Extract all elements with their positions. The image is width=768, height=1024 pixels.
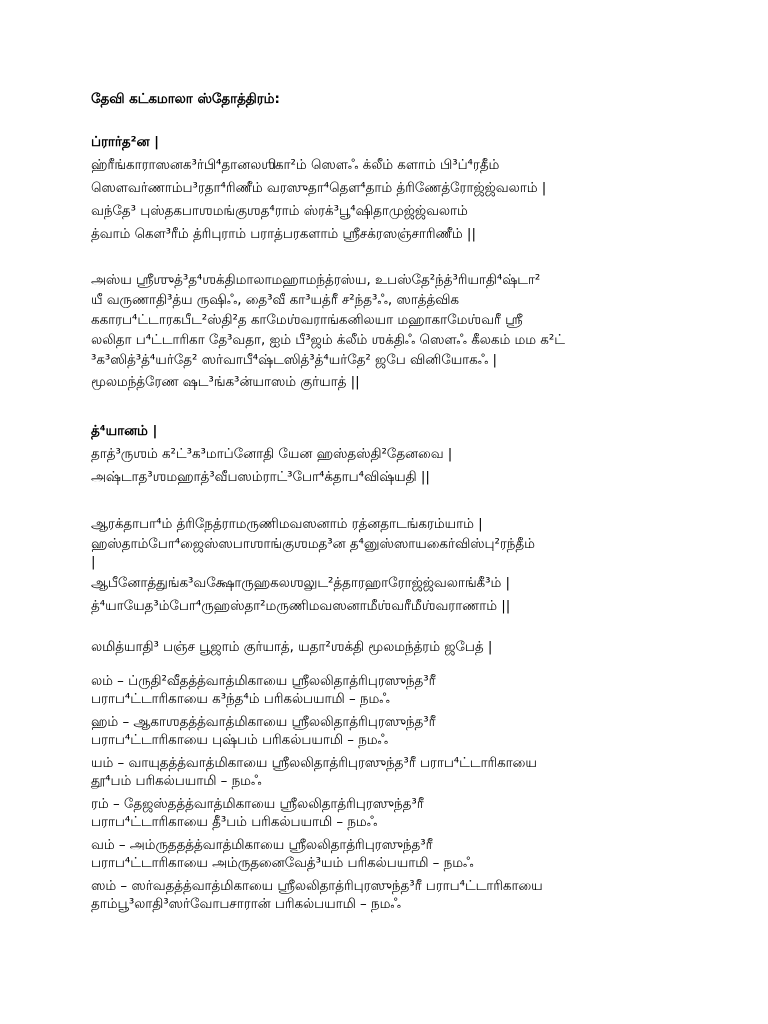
offering-line: வம் – அம்ருததத்த்வாத்மிகாயை ஶ்ரீலலிதாத்ரிபுரஸுந்த³ரீ [91, 838, 433, 853]
section-gap [91, 489, 691, 513]
offerings-list [91, 673, 691, 914]
document-page [91, 88, 691, 914]
verse-line: ஹஸ்தாம்போ⁴ஜைஸ்ஸபாஶாங்குஶமத³ன த⁴னுஸ்ஸாயகைர்விஸ்பு²ரந்தீம் [91, 537, 535, 552]
offering-line: லம் – ப்ருதி²வீதத்த்வாத்மிகாயை ஶ்ரீலலிதாத்ரிபுரஸுந்த³ரீ [91, 674, 436, 689]
dhyanam-line: தாத்³ருஶம் க²ட்³க³மாப்னோதி யேன ஹஸ்தஸ்தி²தேனவை | [91, 447, 453, 462]
offering-item [91, 796, 691, 832]
offering-line: பராப⁴ட்டாரிகாயை அம்ருதனைவேத்³யம் பரிகல்பயாமி – நமஃ [91, 856, 474, 871]
viniyoga-line: ³க³ஸித்³த்⁴யர்தே² ஸர்வாபீ⁴ஷ்டஸித்³த்⁴யர்தே² ஜபே வினியோகஃ | [91, 353, 498, 368]
section-gap [91, 395, 691, 420]
verse-line: ஆபீனோத்துங்க³வக்ஷோருஹகலஶலுட²த்தாரஹாரோஜ்ஜ்வலாங்கீ³ம் | [91, 576, 511, 591]
prarthana-line: த்வாம் கௌ³ரீம் த்ரிபுராம் பராத்பரகளாம் ஶ்ரீசக்ரஸஞ்சாரிணீம் || [91, 227, 476, 242]
section-gap [91, 246, 691, 271]
document-title: தேவி கட்கமாலா ஸ்தோத்திரம்: [91, 92, 280, 107]
prarthana-section [91, 131, 691, 246]
offering-item [91, 878, 691, 914]
offering-line: ரம் – தேஜஸ்தத்த்வாத்மிகாயை ஶ்ரீலலிதாத்ரிபுரஸுந்த³ரீ [91, 797, 424, 812]
offering-line: பராப⁴ட்டாரிகாயை புஷ்பம் பரிகல்பயாமி – நமஃ [91, 733, 389, 748]
verse-section [91, 513, 691, 618]
dhyanam-heading: த்⁴யானம் | [91, 424, 158, 439]
viniyoga-line: மூலமந்த்ரேண ஷட³ங்க³ன்யாஸம் குர்யாத் || [91, 375, 360, 390]
offering-line: தாம்பூ³லாதி³ஸர்வோபசாரான் பரிகல்பயாமி – நமஃ [91, 897, 401, 912]
prarthana-line: ஹ்ரீங்காராஸனக³ர்பி⁴தானலஶிகா²ம் ஸௌஃ க்லீம் களாம் பி³ப்⁴ரதீம் [91, 158, 500, 173]
verse-line: த்⁴யாயேத³ம்போ⁴ருஹஸ்தா²மருணிமவஸனாமீஶ்வரீமீஶ்வராணாம் || [91, 599, 511, 614]
viniyoga-line: ககாரப⁴ட்டாரகபீட²ஸ்தி²த காமேஶ்வராங்கனிலயா மஹாகாமேஶ்வரீ ஶ்ரீ [91, 313, 523, 328]
prarthana-heading: ப்ரார்த²ன | [91, 135, 159, 150]
offering-line: யம் – வாயுதத்த்வாத்மிகாயை ஶ்ரீலலிதாத்ரிபுரஸுந்த³ரீ பராப⁴ட்டாரிகாயை [91, 756, 537, 771]
verse-line: | [91, 555, 96, 570]
offering-item [91, 714, 691, 750]
offering-line: தூ⁴பம் பரிகல்பயாமி – நமஃ [91, 774, 262, 789]
section-gap [91, 659, 691, 673]
puja-instruction: லமித்யாதி³ பஞ்ச பூஜாம் குர்யாத், யதா²ஶக்தி மூலமந்த்ரம் ஜபேத் | [91, 640, 493, 655]
section-gap [91, 618, 691, 636]
offering-line: ஹம் – ஆகாஶதத்த்வாத்மிகாயை ஶ்ரீலலிதாத்ரிபுரஸுந்த³ரீ [91, 715, 436, 730]
verse-line: ஆரக்தாபா⁴ம் த்ரிநேத்ராமருணிமவஸனாம் ரத்னதாடங்கரம்யாம் | [91, 517, 483, 532]
prarthana-line: ஸௌவர்ணாம்ப³ரதா⁴ரிணீம் வரஸுதா⁴தௌ⁴தாம் த்ரிணேத்ரோஜ்ஜ்வலாம் | [91, 181, 547, 196]
viniyoga-line: லலிதா ப⁴ட்டாரிகா தே³வதா, ஐம் பீ³ஜம் க்லீம் ஶக்திஃ ஸௌஃ கீலகம் மம க²ட் [91, 333, 565, 348]
prarthana-line: வந்தே³ புஸ்தகபாஶமங்குஶத⁴ராம் ஸ்ரக்³பூ⁴ஷிதாமுஜ்ஜ்வலாம் [91, 204, 468, 219]
viniyoga-line: யீ வருணாதி³த்ய ருஷிஃ, தை³வீ கா³யத்ரீ ச²ந்த³ஃ, ஸாத்த்விக [91, 293, 459, 308]
offering-item [91, 673, 691, 709]
offering-item [91, 755, 691, 791]
offering-item [91, 837, 691, 873]
dhyanam-section [91, 420, 691, 489]
offering-line: பராப⁴ட்டாரிகாயை க³ந்த⁴ம் பரிகல்பயாமி – நமஃ [91, 692, 390, 707]
offering-line: பராப⁴ட்டாரிகாயை தீ³பம் பரிகல்பயாமி – நமஃ [91, 815, 378, 830]
dhyanam-line: அஷ்டாத³ஶமஹாத்³வீபஸம்ராட்³போ⁴க்தாப⁴விஷ்யதி || [91, 470, 430, 485]
offering-line: ஸம் – ஸர்வதத்த்வாத்மிகாயை ஶ்ரீலலிதாத்ரிபுரஸுந்த³ரீ பராப⁴ட்டாரிகாயை [91, 879, 543, 894]
viniyoga-line: அஸ்ய ஶ்ரீஶுத்³த⁴ஶக்திமாலாமஹாமந்த்ரஸ்ய, உபஸ்தே²ந்த்³ரியாதி⁴ஷ்டா² [91, 273, 541, 288]
viniyoga-section [91, 271, 691, 395]
